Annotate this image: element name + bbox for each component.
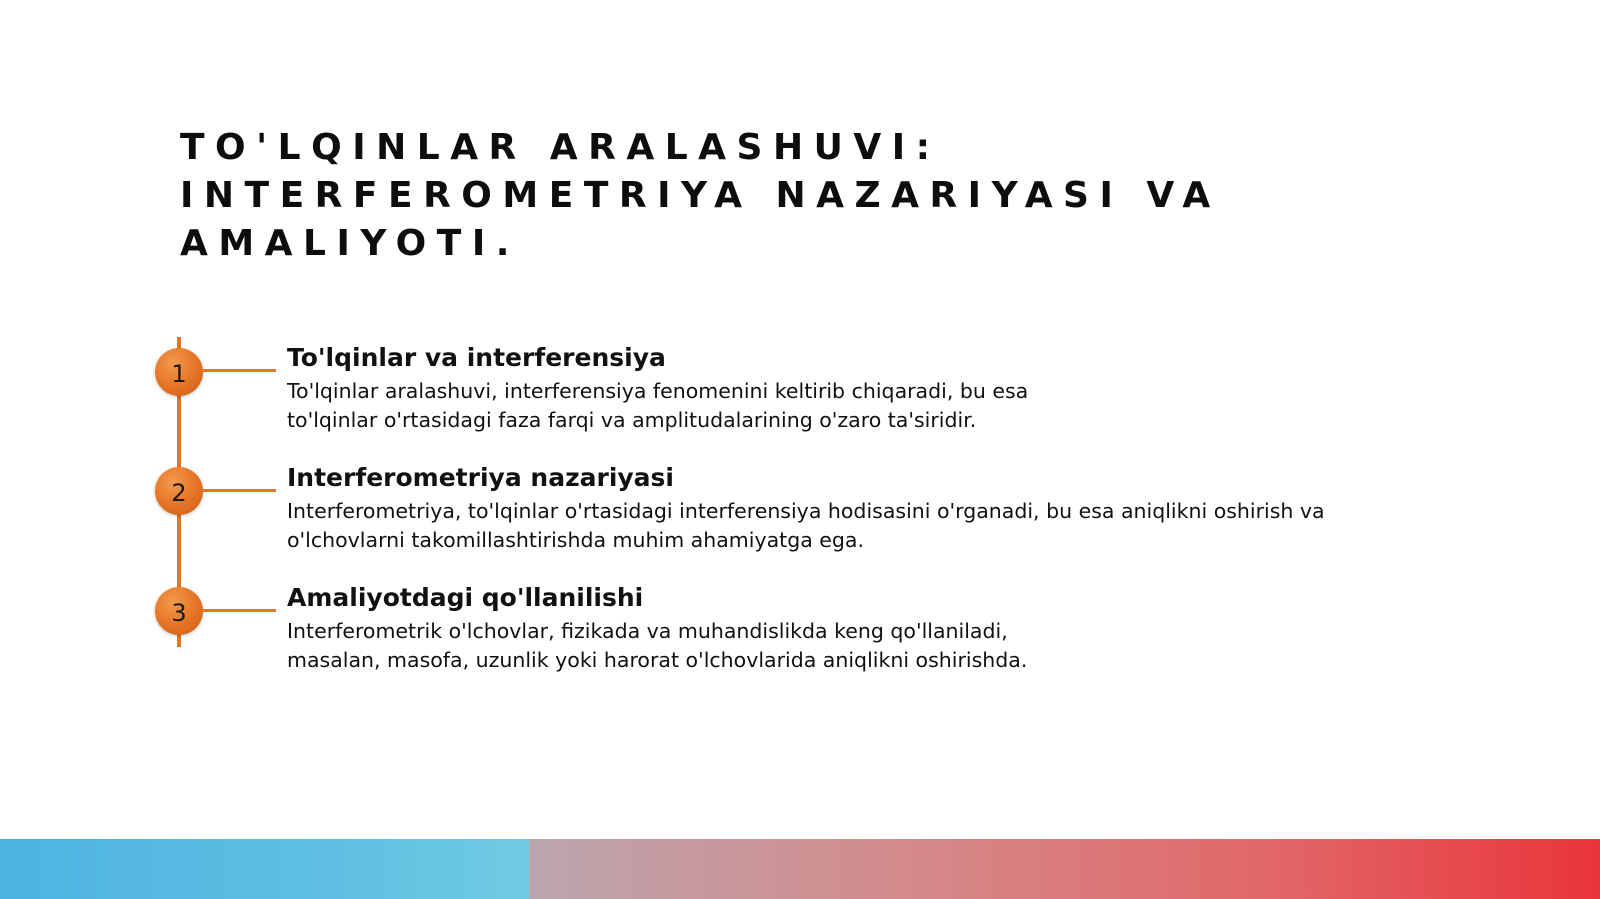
slide-title: TO'LQINLAR ARALASHUVI: INTERFEROMETRIYA NAZARIYASI VA AMALIYOTI.	[180, 127, 1221, 264]
step-number: 3	[171, 599, 187, 627]
step-number: 2	[171, 479, 187, 507]
step-body	[287, 617, 1027, 674]
step-body-line: masalan, masofa, uzunlik yoki harorat o'lchovlarida aniqlikni oshirishda.	[287, 647, 1028, 672]
step-connector	[203, 489, 276, 492]
step-body	[287, 377, 1028, 434]
footer-bar-right-segment	[529, 839, 1600, 899]
step-number-marker	[155, 348, 203, 396]
step-body-line: Interferometriya, to'lqinlar o'rtasidagi interferensiya hodisasini o'rganadi, bu esa aniqlikni oshirish va	[287, 499, 1325, 523]
step-heading: Amaliyotdagi qo'llanilishi	[287, 583, 644, 612]
step-number-marker	[155, 467, 203, 515]
step-connector	[203, 369, 276, 372]
step-heading: To'lqinlar va interferensiya	[287, 343, 666, 372]
step-body-line: o'lchovlarni takomillashtirishda muhim ahamiyatga ega.	[287, 527, 864, 552]
step-connector	[203, 609, 276, 612]
step-number: 1	[171, 360, 187, 388]
footer-bar-left-segment	[0, 839, 529, 899]
step-body-line: To'lqinlar aralashuvi, interferensiya fenomenini keltirib chiqaradi, bu esa	[287, 379, 1029, 403]
step-body-line: Interferometrik o'lchovlar, fizikada va muhandislikda keng qo'llaniladi,	[287, 619, 1008, 643]
step-body-line: to'lqinlar o'rtasidagi faza farqi va amplitudalarining o'zaro ta'siridir.	[287, 407, 977, 432]
step-number-marker	[155, 587, 203, 635]
step-body	[287, 497, 1325, 554]
step-heading: Interferometriya nazariyasi	[287, 463, 674, 492]
footer-gradient-bar	[0, 839, 1600, 899]
